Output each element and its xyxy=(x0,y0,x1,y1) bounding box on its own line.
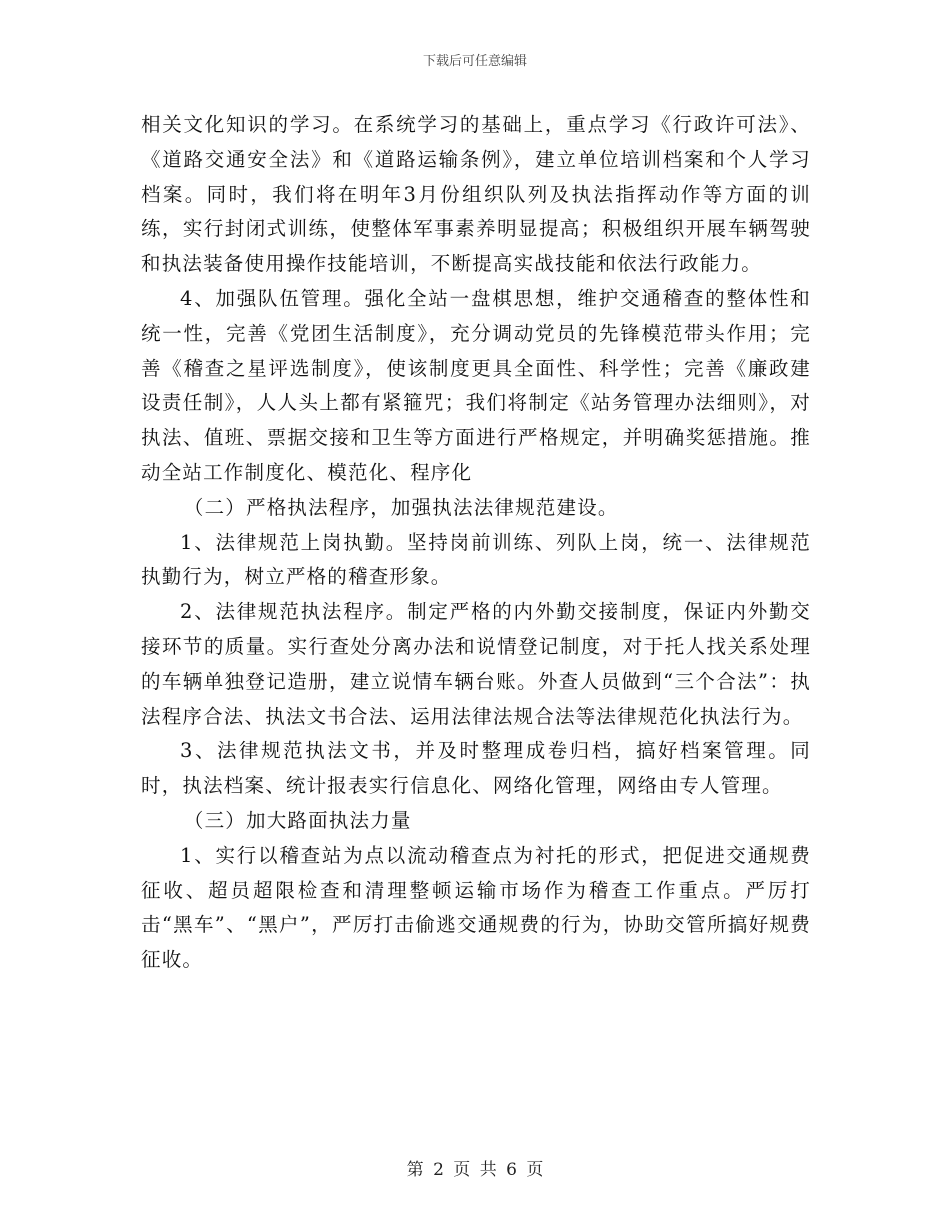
paragraph-road-enforcement: 1、实行以稽查站为点以流动稽查点为衬托的形式，把促进交通规费征收、超员超限检查和清理整顿运输市场作为稽查工作重点。严厉打击“黑车”、“黑户”，严厉打击偷逃交通规费的行为，协助交管所搞好规费征收。 xyxy=(141,843,811,972)
page-footer: 第 2 页 共 6 页 xyxy=(406,1160,544,1180)
paragraph-documents: 3、法律规范执法文书，并及时整理成卷归档，搞好档案管理。同时，执法档案、统计报表实行信息化、网络化管理，网络由专人管理。 xyxy=(141,739,811,798)
paragraph-continuation: 相关文化知识的学习。在系统学习的基础上，重点学习《行政许可法》、《道路交通安全法》和《道路运输条例》，建立单位培训档案和个人学习档案。同时，我们将在明年3月份组织队列及执法指挥动作等方面的训练，实行封闭式训练，使整体军事素养明显提高；积极组织开展车辆驾驶和执法装备使用操作技能培训，不断提高实战技能和依法行政能力。 xyxy=(141,113,811,276)
paragraph-duty: 1、法律规范上岗执勤。坚持岗前训练、列队上岗，统一、法律规范执勤行为，树立严格的稽查形象。 xyxy=(141,530,811,589)
page-header: 下载后可任意编辑 xyxy=(422,54,527,69)
paragraph-procedure: 2、法律规范执法程序。制定严格的内外勤交接制度，保证内外勤交接环节的质量。实行查处分离办法和说情登记制度，对于托人找关系处理的车辆单独登记造册，建立说情车辆台账。外查人员做到“三个合法”：执法程序合法、执法文书合法、运用法律法规合法等法律规范化执法行为。 xyxy=(141,600,811,728)
document-body xyxy=(141,108,811,978)
section-heading-3: （三）加大路面执法力量 xyxy=(183,808,412,832)
section-heading-2: （二）严格执法程序，加强执法法律规范建设。 xyxy=(183,495,619,519)
paragraph-team-management: 4、加强队伍管理。强化全站一盘棋思想，维护交通稽查的整体性和统一性，完善《党团生活制度》，充分调动党员的先锋模范带头作用；完善《稽查之星评选制度》，使该制度更具全面性、科学性；完善《廉政建设责任制》，人人头上都有紧箍咒；我们将制定《站务管理办法细则》，对执法、值班、票据交接和卫生等方面进行严格规定，并明确奖惩措施。推动全站工作制度化、模范化、程序化 xyxy=(141,286,811,484)
